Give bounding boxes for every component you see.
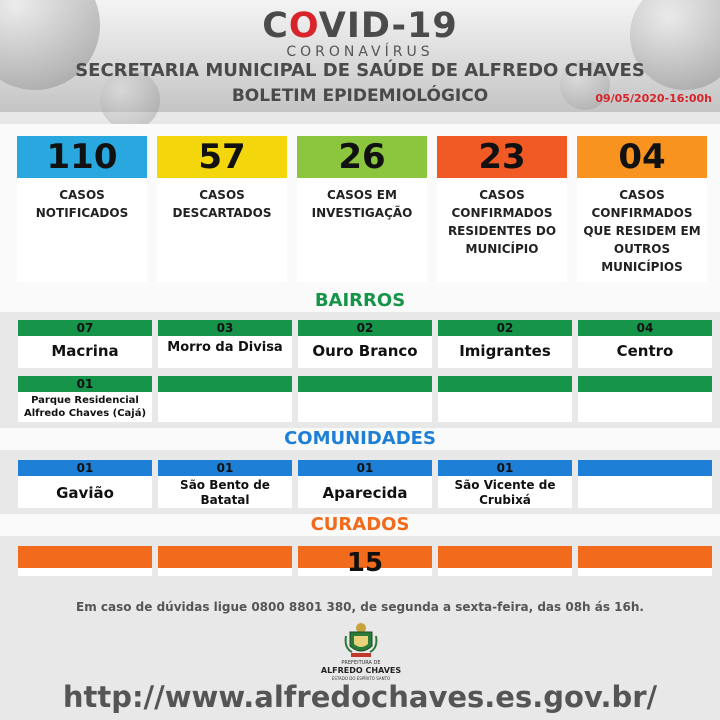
case-count: 02: [298, 320, 432, 336]
case-count: 01: [298, 460, 432, 476]
stat-label: CASOS EM INVESTIGAÇÃO: [311, 188, 413, 220]
curados-bar: [298, 546, 432, 578]
curados-bar-base: [158, 568, 292, 576]
curados-bar: [158, 546, 292, 568]
location-name: Morro da Divisa: [167, 340, 283, 355]
case-count: 07: [18, 320, 152, 336]
stat-label: CASOS CONFIRMADOS RESIDENTES DO MUNICÍPIO: [447, 188, 557, 256]
case-count: 03: [158, 320, 292, 336]
location-cell: [438, 376, 572, 422]
stat-label: CASOS NOTIFICADOS: [35, 188, 129, 220]
stat-card: [17, 136, 147, 282]
location-name: Ouro Branco: [312, 342, 418, 360]
location-name: Aparecida: [322, 484, 408, 502]
secretaria-title: SECRETARIA MUNICIPAL DE SAÚDE DE ALFREDO CHAVES: [75, 60, 645, 81]
case-count: 01: [18, 460, 152, 476]
curados-title: CURADOS: [310, 514, 410, 535]
header: [0, 0, 720, 112]
location-cell: [158, 460, 292, 508]
curados-value: 15: [346, 548, 384, 578]
location-name: Macrina: [51, 342, 119, 360]
curados-bar: [578, 546, 712, 568]
case-count: 04: [578, 320, 712, 336]
curados-cell: [298, 546, 432, 576]
location-name: [158, 392, 292, 396]
case-count: 01: [18, 376, 152, 392]
bulletin-date: 09/05/2020-16:00h: [595, 92, 712, 105]
prefeitura-logo: [316, 622, 406, 682]
stat-value: 04: [577, 136, 707, 178]
stat-card: [437, 136, 567, 282]
boletim-title: BOLETIM EPIDEMIOLÓGICO: [231, 86, 489, 106]
location-cell: [158, 376, 292, 422]
case-count: [578, 376, 712, 392]
location-name: [578, 476, 712, 484]
stat-value: 110: [17, 136, 147, 178]
curados-cell: [438, 546, 572, 576]
stat-label: CASOS CONFIRMADOS QUE RESIDEM EM OUTROS MUNICÍPIOS: [583, 188, 701, 274]
curados-cell: [578, 546, 712, 576]
case-count: 02: [438, 320, 572, 336]
case-count: [158, 376, 292, 392]
location-cell: [18, 320, 152, 368]
location-cell: [298, 460, 432, 508]
location-name: Parque Residencial Alfredo Chaves (Cajá): [23, 395, 147, 419]
case-count: [438, 376, 572, 392]
comunidades-title: COMUNIDADES: [284, 428, 436, 449]
location-name: Gavião: [56, 484, 114, 502]
location-cell: [298, 320, 432, 368]
curados-cell: [158, 546, 292, 576]
location-cell: [158, 320, 292, 368]
curados-bar-base: [438, 568, 572, 576]
curados-bar-base: [18, 568, 152, 576]
stat-card: [577, 136, 707, 282]
location-name: São Vicente de Crubixá: [454, 478, 556, 507]
bairros-title: BAIRROS: [314, 290, 406, 311]
case-count: [298, 376, 432, 392]
logo-line-1: PREFEITURA DE: [341, 660, 381, 666]
case-count: [578, 460, 712, 476]
page-title: COVID-19: [262, 6, 458, 46]
case-count: 01: [438, 460, 572, 476]
stat-label: CASOS DESCARTADOS: [172, 188, 272, 220]
location-cell: [18, 460, 152, 508]
logo-line-2: ALFREDO CHAVES: [320, 666, 402, 675]
location-cell: [578, 460, 712, 508]
curados-bar: [18, 546, 152, 568]
location-name: [578, 392, 712, 396]
location-name: Imigrantes: [459, 342, 551, 360]
location-cell: [438, 320, 572, 368]
stat-value: 23: [437, 136, 567, 178]
curados-cell: [18, 546, 152, 576]
curados-bar: [438, 546, 572, 568]
location-name: São Bento de Batatal: [180, 478, 270, 507]
location-cell: [578, 320, 712, 368]
location-cell: [438, 460, 572, 508]
location-cell: [18, 376, 152, 422]
location-cell: [298, 376, 432, 422]
location-name: [438, 392, 572, 396]
logo-line-3: ESTADO DO ESPÍRITO SANTO: [331, 676, 391, 681]
subtitle: CORONAVÍRUS: [286, 44, 434, 60]
contact-note: Em caso de dúvidas ligue 0800 8801 380, de segunda a sexta-feira, das 08h ás 16h.: [76, 600, 644, 614]
location-name: Centro: [616, 342, 674, 360]
stats-panel: [17, 136, 707, 282]
stat-card: [297, 136, 427, 282]
coat-of-arms-icon: [344, 622, 378, 658]
stat-value: 57: [157, 136, 287, 178]
stat-card: [157, 136, 287, 282]
curados-bar-base: [578, 568, 712, 576]
stat-value: 26: [297, 136, 427, 178]
website-link[interactable]: http://www.alfredochaves.es.gov.br/: [62, 680, 658, 714]
case-count: 01: [158, 460, 292, 476]
location-cell: [578, 376, 712, 422]
location-name: [298, 392, 432, 396]
